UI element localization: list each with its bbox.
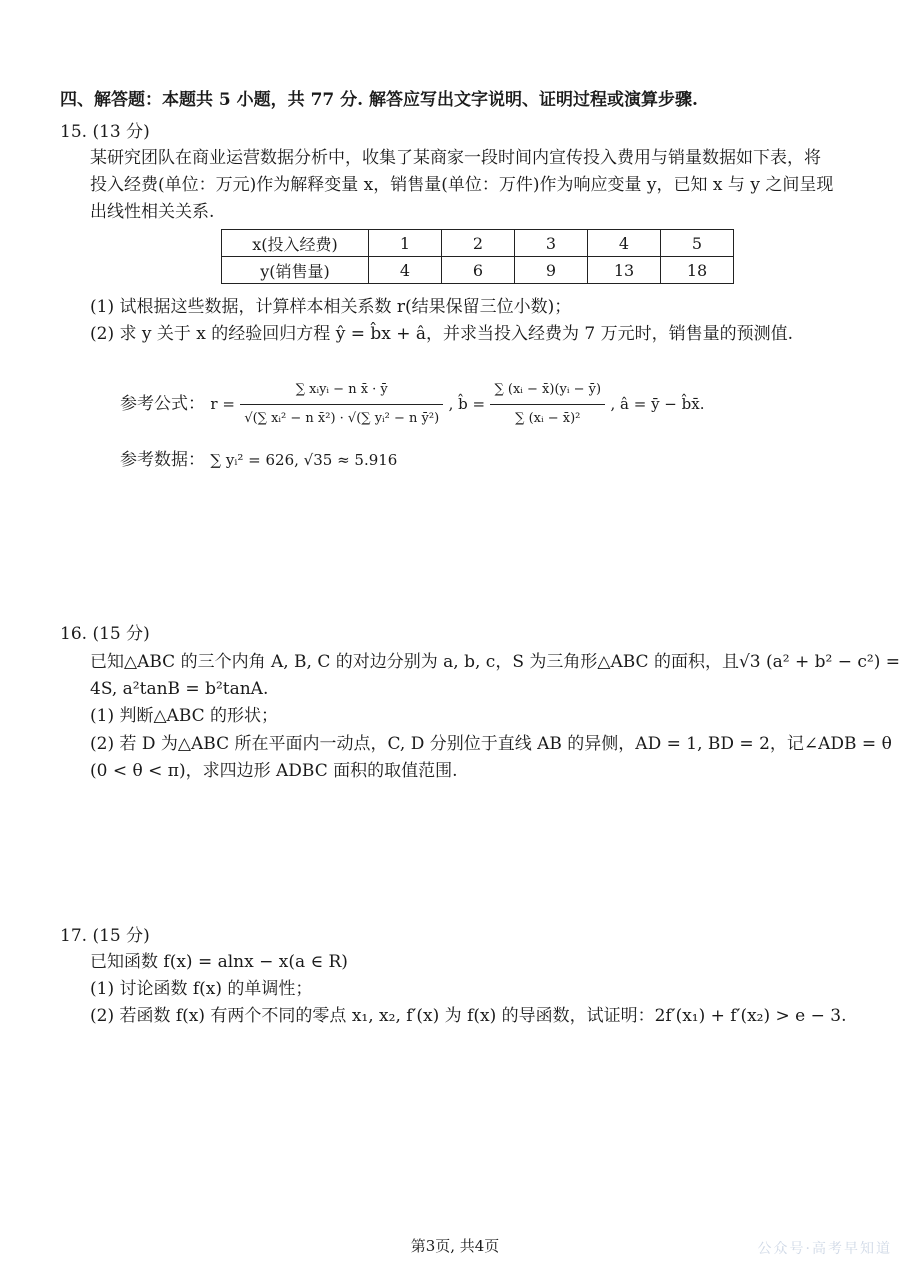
q15-part1: (1) 试根据这些数据，计算样本相关系数 r(结果保留三位小数)； [90,297,572,317]
formula-b-numerator: ∑ (xᵢ − x̄)(yᵢ − ȳ) [490,378,605,405]
formula-b-fraction [490,378,605,431]
data-table [221,229,734,284]
watermark: 公众号·高考早知道 [757,1241,892,1257]
data-label: 参考数据： [120,450,205,470]
table-row-y [222,257,734,284]
q17-part2: (2) 若函数 f(x) 有两个不同的零点 x₁, x₂, f′(x) 为 f(x) 的导函数，试证明：2f′(x₁) + f′(x₂) > e − 3. [90,1006,847,1026]
q15-formula [120,378,704,431]
table-cell: 6 [442,257,515,284]
q16-line1: 已知△ABC 的三个内角 A, B, C 的对边分别为 a, b, c，S 为三角形△ABC 的面积，且√3 (a² + b² − c²) = [90,652,900,672]
formula-r-numerator: ∑ xᵢyᵢ − n x̄ · ȳ [240,378,443,405]
table-cell-y-label: y(销售量) [222,257,369,284]
formula-label: 参考公式： [120,394,205,414]
q15-intro-line1: 某研究团队在商业运营数据分析中，收集了某商家一段时间内宣传投入费用与销量数据如下表，将 [90,148,821,168]
q15-part2: (2) 求 y 关于 x 的经验回归方程 ŷ = b̂x + â，并求当投入经费为 7 万元时，销售量的预测值. [90,324,794,344]
formula-r-left: r = [210,395,235,413]
formula-a: , â = ȳ − b̂x̄. [610,395,705,413]
q15-intro-line3: 出线性相关关系. [90,202,215,222]
table-cell: 4 [369,257,442,284]
q17-number: 17. (15 分) [60,926,150,946]
q15-number: 15. (13 分) [60,122,150,142]
table-cell: 3 [515,230,588,257]
q16-part2-line2: (0 < θ < π)，求四边形 ADBC 面积的取值范围. [90,761,458,781]
table-cell: 13 [588,257,661,284]
page-footer: 第3页, 共4页 [410,1237,500,1255]
q15-reference-data [120,448,397,472]
formula-r-denominator: √(∑ xᵢ² − n x̄²) · √(∑ yᵢ² − n ȳ²) [244,411,440,426]
q17-part1: (1) 讨论函数 f(x) 的单调性； [90,979,313,999]
formula-b-denominator: ∑ (xᵢ − x̄)² [515,411,581,426]
table-cell: 2 [442,230,515,257]
table-cell: 9 [515,257,588,284]
q16-part1: (1) 判断△ABC 的形状； [90,706,279,726]
q15-intro-line2: 投入经费(单位：万元)作为解释变量 x，销售量(单位：万件)作为响应变量 y，已知 x 与 y 之间呈现 [90,175,834,195]
q16-number: 16. (15 分) [60,624,150,644]
data-text: ∑ yᵢ² = 626, √35 ≈ 5.916 [210,451,398,469]
formula-b-left: , b̂ = [448,395,486,413]
table-cell-x-label: x(投入经费) [222,230,369,257]
table-cell: 1 [369,230,442,257]
q16-line2: 4S, a²tanB = b²tanA. [90,679,269,699]
formula-r-fraction [240,378,443,431]
table-row-x [222,230,734,257]
section-heading: 四、解答题：本题共 5 小题，共 77 分. 解答应写出文字说明、证明过程或演算步骤. [60,90,698,110]
table-cell: 18 [661,257,734,284]
q17-line1: 已知函数 f(x) = alnx − x(a ∈ R) [90,952,348,972]
table-cell: 5 [661,230,734,257]
table-cell: 4 [588,230,661,257]
q16-part2-line1: (2) 若 D 为△ABC 所在平面内一动点，C, D 分别位于直线 AB 的异侧，AD = 1, BD = 2，记∠ADB = θ [90,734,892,754]
